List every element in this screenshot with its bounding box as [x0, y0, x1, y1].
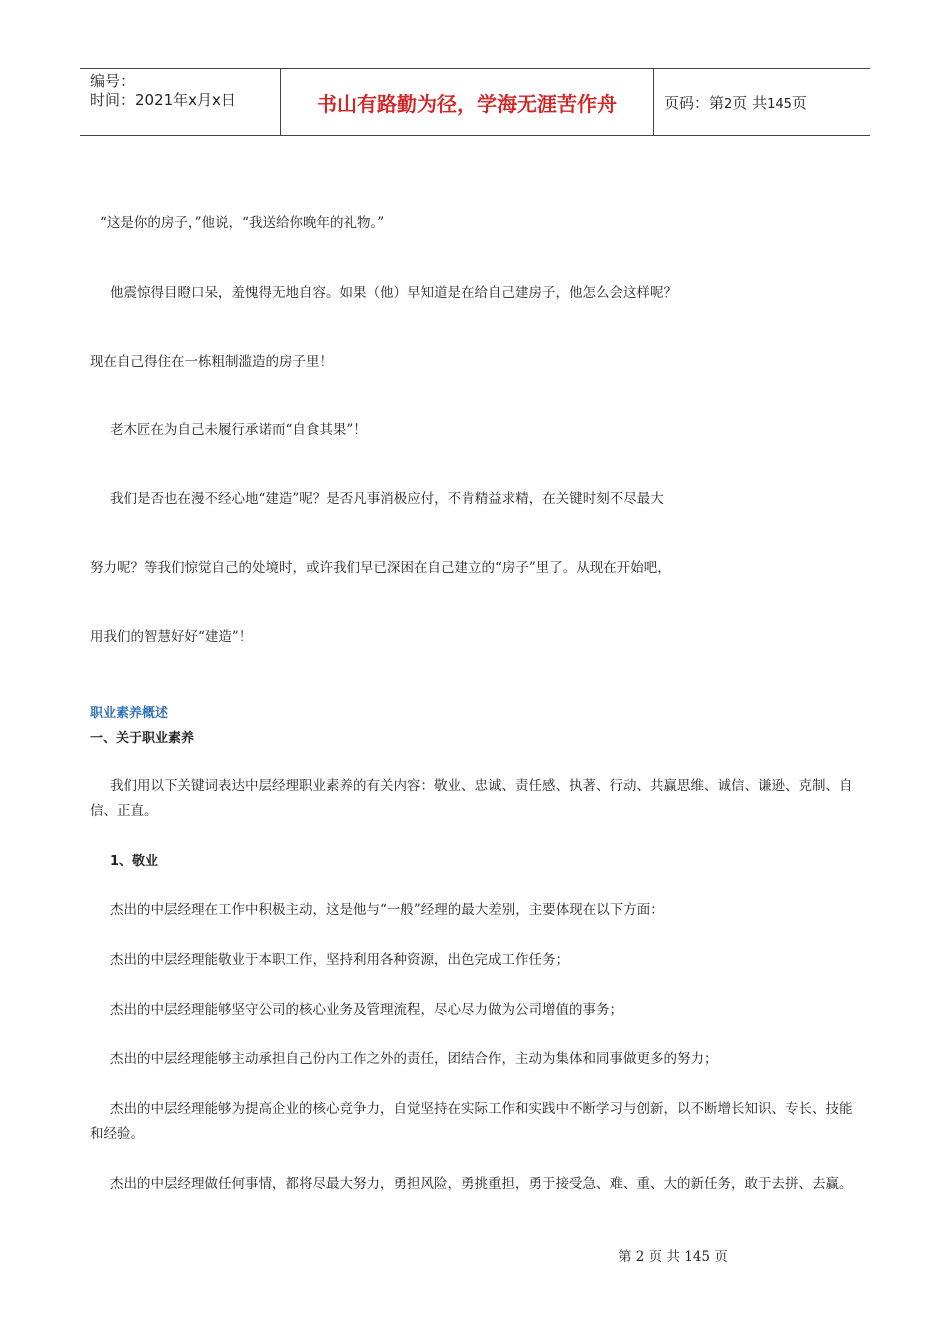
- item-paragraph: 杰出的中层经理能够坚守公司的核心业务及管理流程，尽心尽力做为公司增值的事务；: [110, 1002, 623, 1018]
- item-paragraph: 杰出的中层经理能够为提高企业的核心竞争力，自觉坚持在实际工作和实践中不断学习与创新，以不断增长知识、专长、技能和经验。: [90, 1101, 853, 1142]
- section-title: 职业素养概述: [90, 706, 169, 721]
- document-header: [80, 68, 870, 136]
- number-label: 编号：: [90, 72, 136, 90]
- story-line: 老木匠在为自己未履行承诺而“自食其果”！: [110, 422, 367, 438]
- item-paragraph: 杰出的中层经理做任何事情，都将尽最大努力，勇担风险，勇挑重担，勇于接受急、难、重、大的新任务，敢于去拼、去赢。: [110, 1176, 853, 1192]
- page-footer: 第 2 页 共 145 页: [618, 1249, 728, 1265]
- page-code: [664, 93, 807, 115]
- item-paragraph: 杰出的中层经理能敬业于本职工作，坚持利用各种资源，出色完成工作任务；: [110, 952, 569, 968]
- story-line: “这是你的房子，”他说，“我送给你晚年的礼物。”: [100, 215, 385, 231]
- page-code-end: 页: [791, 94, 807, 112]
- intro-paragraph: 我们用以下关键词表达中层经理职业素养的有关内容：敬业、忠诚、责任感、执著、行动、共赢思维、诚信、谦逊、克制、自信、正直。: [90, 778, 853, 819]
- page-code-current: 2: [724, 97, 733, 112]
- page-code-label: 页码：第: [664, 94, 725, 112]
- story-line: 努力呢？等我们惊觉自己的处境时，或许我们早已深困在自己建立的“房子”里了。从现在开始吧，: [90, 560, 671, 576]
- motto: 书山有路勤为径，学海无涯苦作舟: [317, 92, 617, 116]
- header-motto-cell: [281, 69, 654, 135]
- item-paragraph: 杰出的中层经理在工作中积极主动，这是他与“一般”经理的最大差别，主要体现在以下方面：: [110, 902, 664, 918]
- story-line: 用我们的智慧好好“建造”！: [90, 629, 253, 645]
- item-paragraph: 杰出的中层经理能够主动承担自己份内工作之外的责任，团结合作，主动为集体和同事做更多的努力；: [110, 1051, 718, 1067]
- story-line: 现在自己得住在一栋粗制滥造的房子里！: [90, 354, 333, 370]
- story-line: 我们是否也在漫不经心地“建造”呢？是否凡事消极应付，不肯精益求精，在关键时刻不尽最大: [110, 491, 664, 507]
- item-title: 1、敬业: [110, 854, 159, 869]
- page-code-mid: 页 共: [732, 94, 768, 112]
- page-code-total: 145: [767, 97, 792, 112]
- header-info-cell: [80, 69, 281, 135]
- story-line: 他震惊得目瞪口呆，羞愧得无地自容。如果（他）早知道是在给自己建房子，他怎么会这样呢？: [110, 285, 677, 301]
- header-page-cell: [654, 69, 870, 135]
- section-subtitle: 一、关于职业素养: [90, 731, 195, 746]
- time-label: 时间：2021年x月x日: [90, 91, 236, 109]
